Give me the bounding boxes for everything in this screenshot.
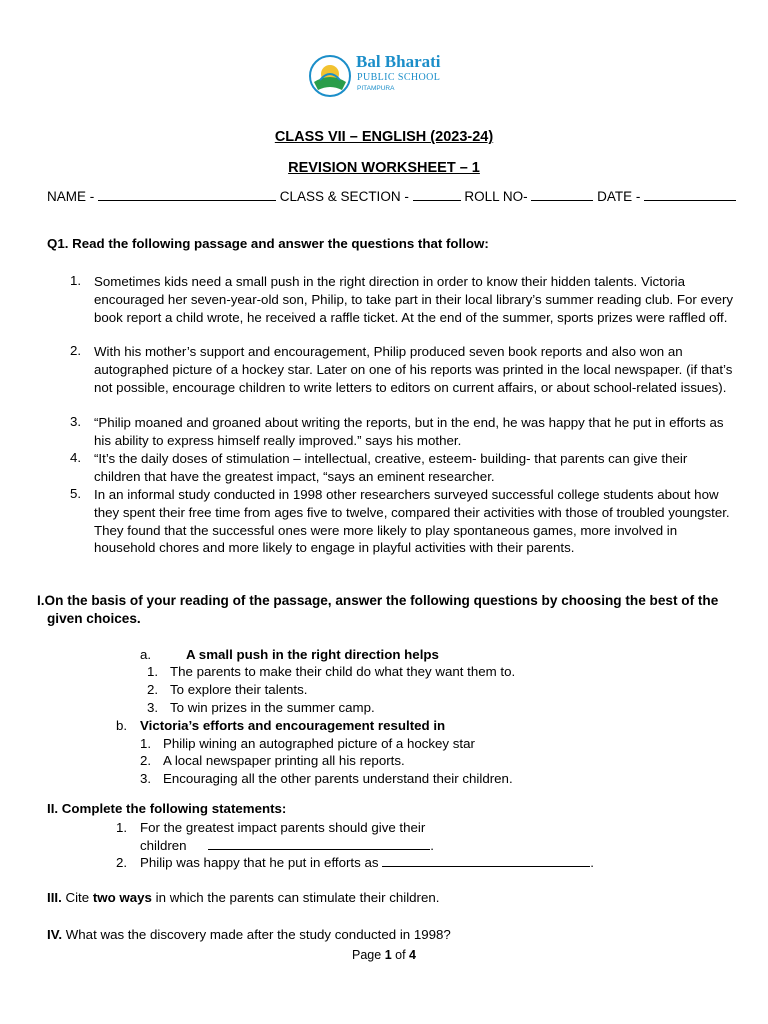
passage-num-4: 4. xyxy=(70,450,82,465)
date-label: DATE - xyxy=(597,189,641,204)
name-label: NAME - xyxy=(47,189,95,204)
passage-num-3: 3. xyxy=(70,414,82,429)
class-section-label: CLASS & SECTION - xyxy=(279,189,409,204)
mcq-b-question: Victoria’s efforts and encouragement resulted in xyxy=(140,718,446,733)
page-footer: Page 1 of 4 xyxy=(352,948,416,962)
student-info-row xyxy=(47,189,736,204)
mcq-b-letter: b. xyxy=(116,718,128,733)
passage-num-5: 5. xyxy=(70,486,82,501)
section2-heading: II. Complete the following statements: xyxy=(47,801,287,816)
name-blank[interactable] xyxy=(98,189,276,201)
logo-line2: PUBLIC SCHOOL xyxy=(357,72,441,83)
mcq-b-option-1[interactable]: 1. Philip wining an autographed picture of a hockey star xyxy=(140,736,475,751)
roll-label: ROLL NO- xyxy=(464,189,528,204)
q1-heading: Q1. Read the following passage and answer the questions that follow: xyxy=(47,236,489,251)
class-section-blank[interactable] xyxy=(413,189,461,201)
logo-line3: PITAMPURA xyxy=(357,85,395,92)
passage-paragraph-4: “It’s the daily doses of stimulation – intellectual, creative, esteem- building- that parents can give their children that have the greatest impact, “says an eminent researcher. xyxy=(94,451,688,484)
passage-paragraph-5: In an informal study conducted in 1998 other researchers surveyed successful college students about how they spent their free time from ages five to twelve, compared their activities with those of troubled youngster. They found that the successful ones were more likely to play spontaneous games, more involved in household chores and more likely to engage in playful activities with their parents. xyxy=(94,487,730,556)
passage-paragraph-1: Sometimes kids need a small push in the right direction in order to know their hidden talents. Victoria encouraged her seven-year-old son, Philip, to take part in their local library’s summer reading club. For every book report a child wrote, he received a raffle ticket. At the end of the summer, sports prizes were raffled off. xyxy=(94,274,734,325)
date-blank[interactable] xyxy=(644,189,736,201)
roll-blank[interactable] xyxy=(531,189,593,201)
section2-item1-blank[interactable] xyxy=(208,838,430,850)
section1-instruction-line2: given choices. xyxy=(47,611,141,626)
mcq-a-option-1[interactable]: 1. The parents to make their child do what they want them to. xyxy=(147,664,516,679)
passage-paragraph-2: With his mother’s support and encouragement, Philip produced seven book reports and also won an autographed picture of a hockey star. Later on one of his reports was printed in the local newspaper. (if that’s not possible, encourage children to write letters to editors on current affairs, or about school-related issues). xyxy=(94,344,733,395)
logo-line1: Bal Bharati xyxy=(356,52,441,71)
mcq-a-option-2[interactable]: 2. To explore their talents. xyxy=(147,682,308,697)
mcq-b-option-2[interactable]: 2. A local newspaper printing all his reports. xyxy=(140,753,405,768)
mcq-a-question: A small push in the right direction helps xyxy=(186,647,439,662)
mcq-a-option-3[interactable]: 3. To win prizes in the summer camp. xyxy=(147,700,375,715)
passage-num-2: 2. xyxy=(70,343,82,358)
mcq-b-option-3[interactable]: 3. Encouraging all the other parents understand their children. xyxy=(140,771,513,786)
section2-item1-num: 1. xyxy=(116,820,128,835)
section2-item2-line: Philip was happy that he put in efforts as . xyxy=(140,855,594,870)
worksheet-title: CLASS VII – ENGLISH (2023-24) xyxy=(274,129,494,145)
section2-item1-line2: children . xyxy=(140,838,434,853)
section2-item1-text: For the greatest impact parents should give their xyxy=(140,820,426,835)
section1-instruction-line1: I.On the basis of your reading of the passage, answer the following questions by choosing the best of the xyxy=(37,593,719,608)
mcq-a-letter: a. xyxy=(140,647,152,662)
section3-question: III. Cite two ways in which the parents can stimulate their children. xyxy=(47,890,440,905)
section4-question: IV. What was the discovery made after the study conducted in 1998? xyxy=(47,927,451,942)
section2-item2-num: 2. xyxy=(116,855,128,870)
passage-paragraph-3: “Philip moaned and groaned about writing the reports, but in the end, he was happy that he put in efforts as his ability to express himself really improved.” says his mother. xyxy=(94,415,724,448)
school-logo xyxy=(308,50,464,102)
passage-num-1: 1. xyxy=(70,273,82,288)
worksheet-subtitle: REVISION WORKSHEET – 1 xyxy=(288,160,480,176)
section2-item2-blank[interactable] xyxy=(382,855,590,867)
